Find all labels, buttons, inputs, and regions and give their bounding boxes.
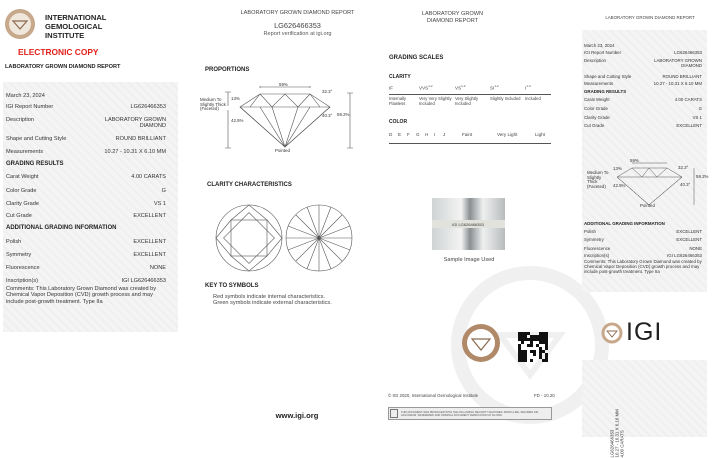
qr-module	[521, 359, 524, 362]
summary-pavilion-depth: 42.5%	[613, 183, 626, 188]
qr-module	[542, 350, 545, 353]
grade: I	[525, 85, 527, 91]
clarity-grade	[525, 84, 531, 91]
color-grade: E	[398, 132, 402, 137]
copyright: © IGI 2020, International Gemological Institute	[388, 393, 479, 398]
value: 4.00 CARATS	[674, 97, 702, 102]
qr-module	[518, 344, 521, 347]
pavilion-angle: 40.3°	[322, 113, 333, 118]
value: ROUND BRILLIANT	[662, 74, 702, 79]
value: G	[698, 106, 702, 111]
qr-module	[524, 356, 527, 359]
label: Symmetry	[6, 252, 32, 258]
qr-module	[518, 359, 521, 362]
grade-range: 1-2	[494, 84, 499, 88]
grade: VS	[455, 85, 462, 91]
rotated-line: 10.27 - 10.31 X 6.10 MM	[614, 409, 620, 458]
summary-girdle: Medium To Slightly Thick (Faceted)	[587, 170, 609, 189]
value: LG626466353	[674, 50, 702, 55]
qr-module	[545, 353, 548, 356]
label: IGI Report Number	[6, 104, 54, 110]
qr-module	[533, 335, 536, 338]
qr-module	[527, 338, 530, 341]
summary-row	[584, 253, 702, 258]
detail-row	[6, 136, 166, 142]
qr-module	[518, 356, 521, 359]
value: NONE	[689, 246, 702, 251]
fine-print-text: THIS DOCUMENT WAS PRODUCED WITH THE FOLLOWING SECURITY FEATURES: MICRO-LINE, SECURED INK, HOLOGRAM, WATERMARK AND ORIGINAL DOCUMENT VERIFICATION AT IGI.ORG	[401, 410, 539, 417]
summary-grading-heading: GRADING RESULTS	[584, 89, 627, 94]
qr-module	[524, 332, 527, 335]
label: Fluorescence	[584, 246, 611, 251]
grade: SI	[490, 85, 495, 91]
igi-seal	[461, 323, 501, 363]
detail-row	[6, 104, 166, 110]
value: EXCELLENT	[676, 237, 702, 242]
qr-module	[530, 344, 533, 347]
report-number: LG626466353	[274, 21, 321, 30]
color-range: Faint	[462, 132, 473, 137]
clarity-description: Included	[525, 96, 541, 101]
clarity-scale-heading: CLARITY	[389, 74, 411, 80]
qr-module	[545, 338, 548, 341]
label: Clarity Grade	[584, 115, 610, 120]
summary-crown-angle: 32.3°	[678, 165, 689, 170]
clarity-plot-crown	[215, 204, 283, 272]
detail-row	[6, 117, 166, 129]
summary-date: March 23, 2024	[584, 43, 615, 48]
header-line: LABORATORY GROWN	[421, 11, 484, 17]
label: Inscription(s)	[6, 278, 39, 284]
grade: VVS	[419, 85, 429, 91]
qr-module	[542, 335, 545, 338]
pavilion-depth: 42.5%	[231, 118, 244, 123]
qr-module	[533, 350, 536, 353]
value: VS 1	[153, 201, 166, 207]
summary-pavilion-angle: 40.3°	[680, 182, 691, 187]
qr-module	[539, 356, 542, 359]
security-fine-print	[388, 407, 552, 420]
scale-divider	[389, 94, 551, 95]
value: 4.00 CARATS	[131, 174, 166, 180]
qr-module	[542, 338, 545, 341]
rotated-summary-text	[610, 348, 625, 458]
clarity-grade	[490, 84, 499, 91]
inscription-text: IGI LG626466353	[432, 220, 505, 228]
label: Polish	[6, 239, 22, 245]
clarity-grade	[389, 84, 393, 91]
color-grade: H	[425, 132, 429, 137]
value: EXCELLENT	[133, 252, 166, 258]
key-to-symbols-heading: KEY TO SYMBOLS	[205, 283, 259, 289]
summary-depth: 59.2%	[696, 174, 709, 179]
label: Shape and Cutting Style	[6, 136, 67, 142]
grade: IF	[389, 85, 394, 91]
value: DIAMOND	[139, 123, 166, 129]
label: Polish	[584, 229, 596, 234]
label: Measurements	[6, 149, 43, 155]
clarity-description: Slightly Included	[490, 96, 521, 101]
girdle-thickness: Medium To Slightly Thick (Faceted)	[200, 97, 226, 112]
qr-module	[536, 338, 539, 341]
qr-module	[518, 335, 521, 338]
qr-module	[524, 353, 527, 356]
qr-module	[539, 353, 542, 356]
label: Description	[584, 58, 606, 63]
qr-module	[545, 344, 548, 347]
summary-culet: Pointed	[640, 203, 655, 208]
color-scale	[389, 132, 551, 144]
rotated-line: 4.00 CARATS	[619, 430, 625, 458]
qr-module	[518, 332, 521, 335]
qr-module	[533, 338, 536, 341]
qr-module	[530, 335, 533, 338]
label: Shape and Cutting Style	[584, 74, 632, 79]
color-scale-heading: COLOR	[389, 119, 408, 125]
summary-row	[584, 115, 702, 120]
qr-module	[524, 335, 527, 338]
total-depth: 59.2%	[337, 112, 350, 117]
value: 10.27 - 10.31 X 6.10 MM	[653, 81, 702, 86]
label: Cut Grade	[584, 123, 605, 128]
website-link[interactable]: www.igi.org	[275, 411, 319, 420]
qr-module	[524, 350, 527, 353]
grade-range: 1-2	[428, 84, 433, 88]
label: Color Grade	[584, 106, 608, 111]
name-line: INSTITUTE	[45, 31, 85, 41]
inscription-sample-image	[432, 198, 505, 250]
clarity-grade	[455, 84, 465, 91]
value: G	[161, 188, 166, 194]
sample-image-caption: Sample Image Used	[443, 257, 495, 263]
grading-row	[6, 174, 166, 180]
qr-module	[539, 350, 542, 353]
key-lines	[213, 294, 332, 307]
document-icon	[390, 409, 398, 418]
summary-additional-heading: ADDITIONAL GRADING INFORMATION	[584, 221, 665, 226]
key-line: Red symbols indicate internal characteristics.	[213, 294, 325, 300]
summary-row	[584, 58, 702, 68]
qr-module	[521, 341, 524, 344]
value: EXCELLENT	[676, 229, 702, 234]
qr-module	[521, 332, 524, 335]
scales-header	[385, 11, 520, 24]
summary-crown-height: 13%	[613, 166, 622, 171]
additional-row	[6, 239, 166, 245]
qr-module	[542, 359, 545, 362]
additional-row	[6, 278, 166, 284]
summary-comments: Comments: This Laboratory Grown Diamond was created by Chemical Vapor Deposition (CVD) growth process and may include post-growth treatment. Type IIa	[584, 259, 702, 274]
additional-grading-heading: ADDITIONAL GRADING INFORMATION	[6, 225, 117, 231]
institute-name	[45, 13, 106, 41]
clarity-description: Internally Flawless	[389, 96, 406, 106]
color-grade: I	[434, 132, 436, 137]
header-line: DIAMOND REPORT	[426, 17, 479, 24]
summary-row	[584, 50, 702, 55]
qr-module	[521, 353, 524, 356]
summary-row	[584, 237, 702, 242]
value: 10.27 - 10.31 X 6.10 MM	[104, 149, 166, 155]
qr-module	[545, 335, 548, 338]
value: IGI LG626466353	[667, 253, 702, 258]
label: Inscription(s)	[584, 253, 610, 258]
igi-seal-logo	[4, 8, 36, 40]
name-line: GEMOLOGICAL	[45, 22, 103, 32]
qr-module	[539, 341, 542, 344]
rotated-summary-strip	[582, 360, 707, 458]
clarity-description: Very Very Slightly Included	[419, 96, 452, 106]
color-range: Light	[535, 132, 545, 137]
proportions-heading: PROPORTIONS	[205, 67, 250, 73]
summary-panel	[580, 0, 720, 458]
qr-module	[518, 353, 521, 356]
label: Measurements	[584, 81, 614, 86]
igi-logo: IGI	[626, 318, 663, 346]
center-title: LABORATORY GROWN DIAMOND REPORT	[240, 10, 355, 16]
value: VS 1	[692, 115, 702, 120]
qr-module	[524, 338, 527, 341]
label: Cut Grade	[6, 213, 32, 219]
igi-logo-seal	[601, 322, 623, 344]
qr-module	[530, 350, 533, 353]
value: ROUND BRILLIANT	[115, 136, 166, 142]
qr-module	[536, 335, 539, 338]
qr-module	[539, 335, 542, 338]
clarity-grade	[419, 84, 433, 91]
qr-module	[542, 332, 545, 335]
crown-angle: 32.3°	[322, 89, 333, 94]
summary-row	[584, 229, 702, 234]
qr-module	[542, 341, 545, 344]
label: Description	[6, 117, 34, 123]
qr-module	[530, 359, 533, 362]
clarity-description: Very Slightly Included	[455, 96, 479, 106]
report-date: March 23, 2024	[6, 93, 45, 99]
clarity-scale	[389, 84, 551, 110]
crown-height: 13%	[231, 96, 240, 101]
label: IGI Report Number	[584, 50, 622, 55]
report-type: LABORATORY GROWN DIAMOND REPORT	[5, 64, 121, 70]
value: LG626466353	[130, 104, 166, 110]
name-line: INTERNATIONAL	[45, 13, 107, 22]
label: Symmetry	[584, 237, 604, 242]
grading-row	[6, 188, 166, 194]
qr-module	[545, 347, 548, 350]
qr-code[interactable]	[518, 332, 548, 362]
electronic-copy-label: ELECTRONIC COPY	[18, 47, 99, 57]
grading-row	[6, 201, 166, 207]
qr-module	[539, 332, 542, 335]
color-grade: G	[416, 132, 420, 137]
proportions-diagram	[200, 80, 380, 160]
report-details	[3, 82, 178, 332]
value: IGI LG626466353	[121, 278, 166, 284]
proportions-panel	[200, 0, 380, 437]
qr-module	[545, 341, 548, 344]
clarity-plot-pavilion	[285, 204, 353, 272]
value: LABORATORY GROWN	[104, 117, 166, 123]
qr-module	[530, 341, 533, 344]
qr-module	[521, 350, 524, 353]
qr-module	[545, 332, 548, 335]
qr-module	[539, 338, 542, 341]
color-grade: J	[443, 132, 446, 137]
label: Color Grade	[6, 188, 37, 194]
form-code: FD - 10.20	[534, 393, 555, 398]
qr-module	[530, 338, 533, 341]
summary-row	[584, 74, 702, 79]
culet: Pointed	[275, 148, 290, 153]
color-grade: F	[407, 132, 410, 137]
grading-scales-panel	[385, 0, 575, 437]
summary-row	[584, 97, 702, 102]
qr-module	[539, 347, 542, 350]
summary-table: 59%	[630, 158, 639, 163]
qr-module	[524, 359, 527, 362]
qr-module	[521, 335, 524, 338]
summary-row	[584, 106, 702, 111]
summary-row	[584, 246, 702, 251]
label: Clarity Grade	[6, 201, 39, 207]
detail-row	[6, 149, 166, 155]
summary-title: LABORATORY GROWN DIAMOND REPORT	[605, 15, 695, 20]
color-grade: D	[389, 132, 393, 137]
value: NONE	[149, 265, 166, 271]
key-line: Green symbols indicate external characteristics.	[213, 300, 332, 307]
grading-scales-heading: GRADING SCALES	[389, 55, 444, 61]
summary-row	[584, 123, 702, 128]
grading-row	[6, 213, 166, 219]
summary-row	[584, 81, 702, 86]
value: EXCELLENT	[676, 123, 702, 128]
comments: Comments: This Laboratory Grown Diamond was created by Chemical Vapor Deposition (CVD) growth process and may include post-growth treatment. Type IIa	[6, 286, 157, 305]
qr-module	[536, 344, 539, 347]
qr-module	[545, 356, 548, 359]
rotated-line: LG626466353	[609, 429, 615, 458]
qr-module	[521, 338, 524, 341]
label: Carat Weight	[6, 174, 39, 180]
qr-module	[518, 338, 521, 341]
value: EXCELLENT	[133, 239, 166, 245]
qr-module	[527, 344, 530, 347]
value: LABORATORY GROWN	[654, 58, 702, 63]
color-range: Very Light	[497, 132, 518, 137]
additional-row	[6, 265, 166, 271]
qr-module	[518, 347, 521, 350]
qr-module	[533, 353, 536, 356]
value: EXCELLENT	[133, 213, 166, 219]
table-percentage: 59%	[279, 82, 288, 87]
grade-range: 1-3	[526, 84, 531, 88]
verification-note: Report verification at igi.org	[263, 31, 332, 37]
grading-results-heading: GRADING RESULTS	[6, 161, 64, 167]
label: Fluorescence	[6, 265, 40, 271]
qr-module	[545, 359, 548, 362]
additional-row	[6, 252, 166, 258]
qr-module	[527, 332, 530, 335]
qr-module	[518, 350, 521, 353]
qr-module	[521, 356, 524, 359]
grade-range: 1-2	[461, 84, 466, 88]
value: DIAMOND	[681, 63, 702, 68]
summary-details	[582, 30, 707, 292]
main-report-panel	[0, 0, 195, 437]
label: Carat Weight	[584, 97, 610, 102]
clarity-characteristics-heading: CLARITY CHARACTERISTICS	[207, 182, 292, 188]
